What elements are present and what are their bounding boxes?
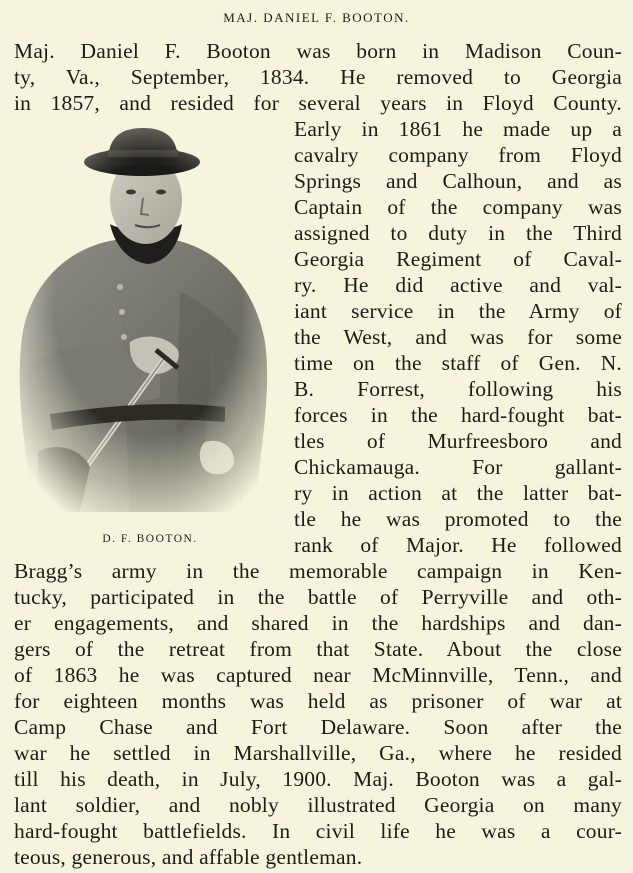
- page-title: MAJ. DANIEL F. BOOTON.: [223, 10, 410, 25]
- portrait-photo: [10, 122, 285, 517]
- text-line: teous, generous, and affable gentleman.: [14, 845, 363, 869]
- text-line: hard-fought battlefields. In civil life he was a cour-: [14, 819, 622, 843]
- text-line: the West, and was for some: [294, 325, 622, 349]
- text-line: ty, Va., September, 1834. He removed to Georgia: [14, 65, 622, 89]
- text-line: tucky, participated in the battle of Perryville and oth-: [14, 585, 622, 609]
- text-line: in 1857, and resided for several years in Floyd County.: [14, 91, 622, 115]
- text-line: lant soldier, and nobly illustrated Georgia on many: [14, 793, 622, 817]
- text-line: Springs and Calhoun, and as: [294, 169, 622, 193]
- text-line: till his death, in July, 1900. Maj. Booton was a gal-: [14, 767, 622, 791]
- text-line: Georgia Regiment of Caval-: [294, 247, 622, 271]
- text-line: B. Forrest, following his: [294, 377, 622, 401]
- text-line: tle he was promoted to the: [294, 507, 622, 531]
- text-line: tles of Murfreesboro and: [294, 429, 622, 453]
- text-line: ry. He did active and val-: [294, 273, 622, 297]
- text-line: rank of Major. He followed: [294, 533, 622, 557]
- text-line: Bragg’s army in the memorable campaign in Ken-: [14, 559, 622, 583]
- text-line: war he settled in Marshallville, Ga., where he resided: [14, 741, 622, 765]
- portrait-caption: D. F. BOOTON.: [102, 533, 198, 545]
- text-line: cavalry company from Floyd: [294, 143, 622, 167]
- text-line: of 1863 he was captured near McMinnville, Tenn., and: [14, 663, 622, 687]
- text-line: Maj. Daniel F. Booton was born in Madison Coun-: [14, 39, 622, 63]
- text-line: gers of the retreat from that State. About the close: [14, 637, 622, 661]
- text-line: er engagements, and shared in the hardships and dan-: [14, 611, 622, 635]
- text-line: ry in action at the latter bat-: [294, 481, 622, 505]
- text-line: Captain of the company was: [294, 195, 622, 219]
- text-line: forces in the hard-fought bat-: [294, 403, 622, 427]
- text-line: assigned to duty in the Third: [294, 221, 622, 245]
- text-line: Camp Chase and Fort Delaware. Soon after the: [14, 715, 622, 739]
- text-line: time on the staff of Gen. N.: [294, 351, 622, 375]
- text-line: Early in 1861 he made up a: [294, 117, 622, 141]
- text-line: iant service in the Army of: [294, 299, 622, 323]
- text-line: Chickamauga. For gallant-: [294, 455, 622, 479]
- text-line: for eighteen months was held as prisoner of war at: [14, 689, 622, 713]
